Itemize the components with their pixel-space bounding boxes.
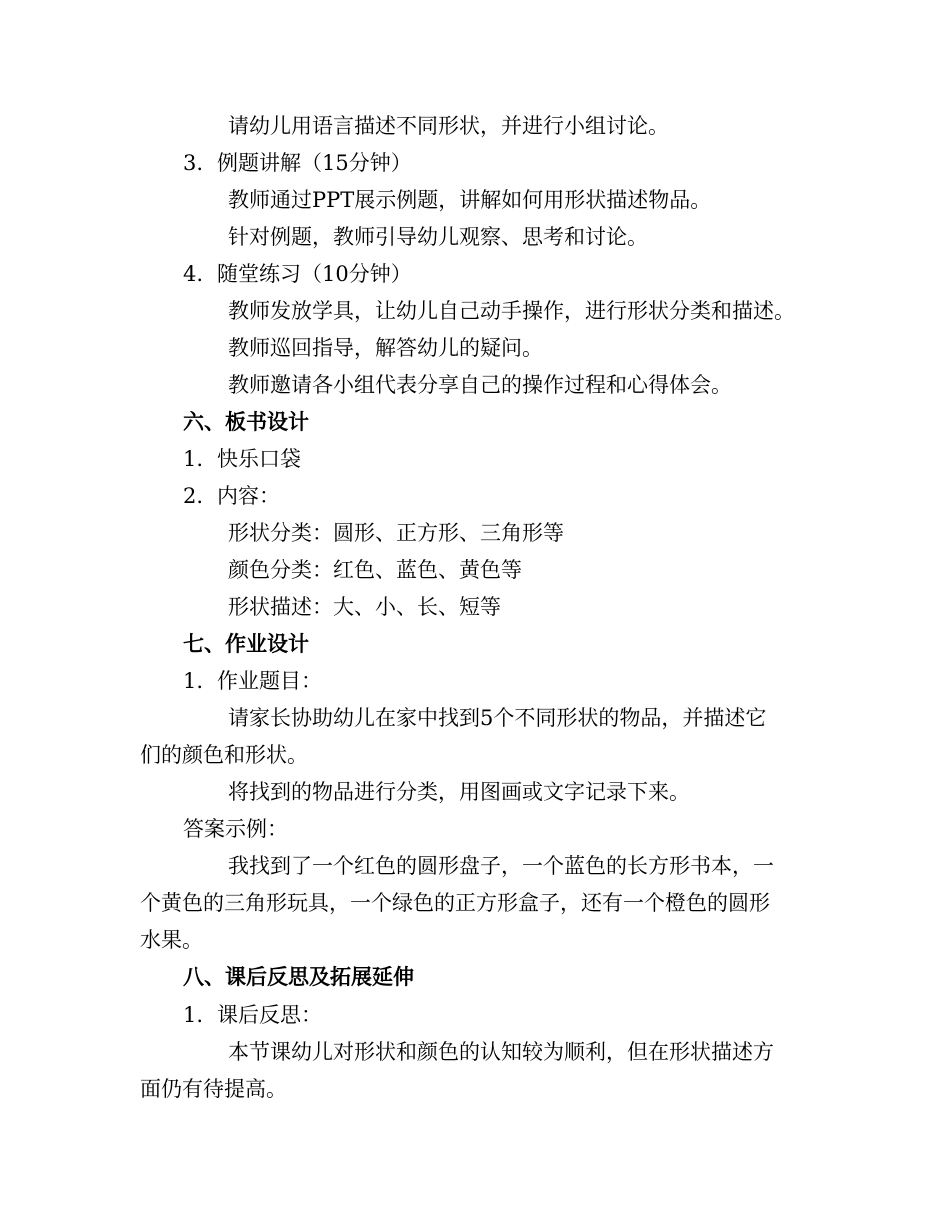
reflection-line: 本节课幼儿对形状和颜色的认知较为顺利，但在形状描述方 [228,1040,774,1064]
step2-detail: 请幼儿用语言描述不同形状，并进行小组讨论。 [228,114,669,138]
section6-item-number: 2. [183,484,204,508]
section7-item-number: 1. [183,669,204,693]
section7-item-text: 作业题目： [217,669,322,693]
homework-task-line: 将找到的物品进行分类，用图画或文字记录下来。 [228,780,690,804]
section6-content-line: 颜色分类：红色、蓝色、黄色等 [228,558,522,582]
step3-title: 例题讲解（15分钟） [217,151,412,175]
step4-line: 教师邀请各小组代表分享自己的操作过程和心得体会。 [228,373,732,397]
section6-content-line: 形状描述：大、小、长、短等 [228,595,501,619]
homework-task-line: 们的颜色和形状。 [140,743,308,767]
section6-item [183,444,301,474]
section6-item-number: 1. [183,447,204,471]
section8-heading: 八、课后反思及拓展延伸 [183,964,414,989]
reflection-line: 面仍有待提高。 [140,1077,287,1101]
step4-line: 教师发放学具，让幼儿自己动手操作，进行形状分类和描述。 [228,299,795,323]
answer-line: 个黄色的三角形玩具，一个绿色的正方形盒子，还有一个橙色的圆形 [140,891,770,915]
section6-item-text: 快乐口袋 [217,447,301,471]
answer-label: 答案示例： [183,817,288,841]
step3-heading [183,148,412,178]
step3-number: 3. [183,151,204,175]
step4-number: 4. [183,262,204,286]
section8-item-number: 1. [183,1003,204,1027]
section8-item-text: 课后反思： [217,1003,322,1027]
section7-heading: 七、作业设计 [183,631,309,656]
step4-title: 随堂练习（10分钟） [217,262,412,286]
answer-line: 我找到了一个红色的圆形盘子，一个蓝色的长方形书本，一 [228,854,774,878]
step4-heading [183,259,412,289]
step3-line: 针对例题，教师引导幼儿观察、思考和讨论。 [228,225,648,249]
step3-line: 教师通过PPT展示例题，讲解如何用形状描述物品。 [228,188,712,212]
step4-line: 教师巡回指导，解答幼儿的疑问。 [228,336,543,360]
section6-item [183,481,280,511]
answer-line: 水果。 [140,928,203,952]
homework-task-line: 请家长协助幼儿在家中找到5个不同形状的物品，并描述它 [228,706,767,730]
section8-item [183,1000,322,1030]
section6-item-text: 内容： [217,484,280,508]
section6-content-line: 形状分类：圆形、正方形、三角形等 [228,521,564,545]
section6-heading: 六、板书设计 [183,409,309,434]
section7-item [183,666,322,696]
